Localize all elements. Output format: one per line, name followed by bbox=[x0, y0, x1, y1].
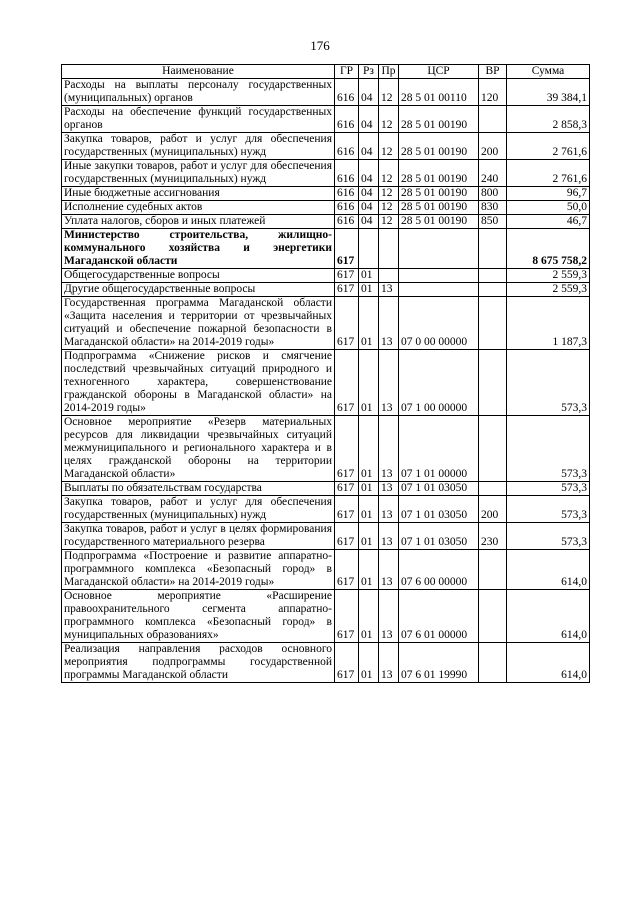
row-rz-cell bbox=[359, 229, 379, 269]
row-gr-cell: 617 bbox=[335, 590, 359, 643]
row-csr-cell: 07 1 01 03050 bbox=[399, 496, 479, 523]
row-rz-cell: 01 bbox=[359, 482, 379, 496]
row-vr-cell: 800 bbox=[479, 187, 507, 201]
header-vr: ВР bbox=[479, 65, 507, 79]
row-pr-cell: 12 bbox=[379, 187, 399, 201]
budget-table bbox=[61, 64, 590, 683]
row-rz-cell: 04 bbox=[359, 160, 379, 187]
row-sum-cell: 614,0 bbox=[507, 590, 590, 643]
row-sum-cell: 573,3 bbox=[507, 523, 590, 550]
table-row bbox=[62, 523, 590, 550]
row-pr-cell bbox=[379, 269, 399, 283]
row-rz-cell: 01 bbox=[359, 269, 379, 283]
row-sum-cell: 96,7 bbox=[507, 187, 590, 201]
row-pr-cell: 13 bbox=[379, 550, 399, 590]
row-pr-cell: 13 bbox=[379, 416, 399, 482]
row-vr-cell bbox=[479, 269, 507, 283]
row-pr-cell: 12 bbox=[379, 133, 399, 160]
row-sum-cell: 573,3 bbox=[507, 482, 590, 496]
table-header-row bbox=[62, 65, 590, 79]
row-pr-cell bbox=[379, 229, 399, 269]
row-rz-cell: 01 bbox=[359, 297, 379, 350]
row-gr-cell: 617 bbox=[335, 643, 359, 683]
row-vr-cell bbox=[479, 416, 507, 482]
row-vr-cell bbox=[479, 550, 507, 590]
row-sum-cell: 2 559,3 bbox=[507, 269, 590, 283]
row-gr-cell: 617 bbox=[335, 416, 359, 482]
row-csr-cell bbox=[399, 283, 479, 297]
row-vr-cell bbox=[479, 297, 507, 350]
row-sum-cell: 573,3 bbox=[507, 496, 590, 523]
table-row bbox=[62, 201, 590, 215]
row-csr-cell: 28 5 01 00110 bbox=[399, 79, 479, 106]
row-sum-cell: 2 858,3 bbox=[507, 106, 590, 133]
row-gr-cell: 617 bbox=[335, 496, 359, 523]
row-rz-cell: 04 bbox=[359, 215, 379, 229]
row-name-cell: Иные закупки товаров, работ и услуг для обеспечения государственных (муниципальных) нужд bbox=[62, 160, 335, 187]
row-pr-cell: 13 bbox=[379, 297, 399, 350]
table-row bbox=[62, 350, 590, 416]
row-vr-cell: 830 bbox=[479, 201, 507, 215]
row-gr-cell: 616 bbox=[335, 215, 359, 229]
table-row bbox=[62, 133, 590, 160]
header-sum: Сумма bbox=[507, 65, 590, 79]
row-pr-cell: 13 bbox=[379, 643, 399, 683]
row-rz-cell: 04 bbox=[359, 79, 379, 106]
table-row bbox=[62, 590, 590, 643]
row-vr-cell bbox=[479, 643, 507, 683]
header-gr: ГР bbox=[335, 65, 359, 79]
row-vr-cell bbox=[479, 229, 507, 269]
row-name-cell: Закупка товаров, работ и услуг в целях формирования государственного материального резерва bbox=[62, 523, 335, 550]
row-rz-cell: 01 bbox=[359, 523, 379, 550]
header-csr: ЦСР bbox=[399, 65, 479, 79]
row-sum-cell: 614,0 bbox=[507, 643, 590, 683]
row-csr-cell: 28 5 01 00190 bbox=[399, 133, 479, 160]
row-pr-cell: 12 bbox=[379, 215, 399, 229]
row-rz-cell: 01 bbox=[359, 643, 379, 683]
row-gr-cell: 617 bbox=[335, 297, 359, 350]
row-name-cell: Подпрограмма «Снижение рисков и смягчение последствий чрезвычайных ситуаций природного и техногенного характера, совершенствование гражданской обороны в Магаданской области» на 2014-2019 годы» bbox=[62, 350, 335, 416]
row-gr-cell: 616 bbox=[335, 79, 359, 106]
row-vr-cell bbox=[479, 482, 507, 496]
row-vr-cell bbox=[479, 283, 507, 297]
row-pr-cell: 13 bbox=[379, 482, 399, 496]
row-pr-cell: 13 bbox=[379, 523, 399, 550]
row-csr-cell: 07 6 00 00000 bbox=[399, 550, 479, 590]
row-sum-cell: 8 675 758,2 bbox=[507, 229, 590, 269]
header-rz: Рз bbox=[359, 65, 379, 79]
table-row bbox=[62, 297, 590, 350]
row-sum-cell: 46,7 bbox=[507, 215, 590, 229]
row-vr-cell bbox=[479, 350, 507, 416]
row-gr-cell: 617 bbox=[335, 550, 359, 590]
row-vr-cell: 200 bbox=[479, 133, 507, 160]
row-gr-cell: 616 bbox=[335, 187, 359, 201]
table-row bbox=[62, 160, 590, 187]
row-vr-cell: 850 bbox=[479, 215, 507, 229]
row-csr-cell: 07 1 01 03050 bbox=[399, 523, 479, 550]
row-vr-cell: 230 bbox=[479, 523, 507, 550]
table-row bbox=[62, 283, 590, 297]
row-sum-cell: 614,0 bbox=[507, 550, 590, 590]
table-row bbox=[62, 550, 590, 590]
row-rz-cell: 01 bbox=[359, 283, 379, 297]
row-gr-cell: 617 bbox=[335, 283, 359, 297]
row-name-cell: Закупка товаров, работ и услуг для обеспечения государственных (муниципальных) нужд bbox=[62, 133, 335, 160]
row-csr-cell: 07 0 00 00000 bbox=[399, 297, 479, 350]
row-rz-cell: 01 bbox=[359, 350, 379, 416]
row-sum-cell: 2 559,3 bbox=[507, 283, 590, 297]
row-pr-cell: 13 bbox=[379, 496, 399, 523]
table-row bbox=[62, 416, 590, 482]
table-row bbox=[62, 482, 590, 496]
row-pr-cell: 12 bbox=[379, 160, 399, 187]
row-name-cell: Подпрограмма «Построение и развитие аппаратно-программного комплекса «Безопасный город» в Магаданской области» на 2014-2019 годы» bbox=[62, 550, 335, 590]
row-gr-cell: 617 bbox=[335, 269, 359, 283]
page-number: 176 bbox=[310, 38, 330, 53]
row-gr-cell: 617 bbox=[335, 229, 359, 269]
row-rz-cell: 04 bbox=[359, 106, 379, 133]
row-rz-cell: 04 bbox=[359, 187, 379, 201]
row-csr-cell: 07 1 00 00000 bbox=[399, 350, 479, 416]
row-name-cell: Основное мероприятие «Резерв материальных ресурсов для ликвидации чрезвычайных ситуаций межмуниципального и регионального характера и в целях гражданской обороны на территории Магаданской области» bbox=[62, 416, 335, 482]
row-csr-cell: 07 6 01 00000 bbox=[399, 590, 479, 643]
row-sum-cell: 573,3 bbox=[507, 416, 590, 482]
row-name-cell: Исполнение судебных актов bbox=[62, 201, 335, 215]
row-pr-cell: 13 bbox=[379, 590, 399, 643]
row-gr-cell: 616 bbox=[335, 201, 359, 215]
row-vr-cell: 240 bbox=[479, 160, 507, 187]
row-name-cell: Расходы на выплаты персоналу государственных (муниципальных) органов bbox=[62, 79, 335, 106]
row-gr-cell: 616 bbox=[335, 106, 359, 133]
row-vr-cell: 200 bbox=[479, 496, 507, 523]
table-row bbox=[62, 79, 590, 106]
row-csr-cell bbox=[399, 269, 479, 283]
row-sum-cell: 1 187,3 bbox=[507, 297, 590, 350]
row-csr-cell: 28 5 01 00190 bbox=[399, 215, 479, 229]
row-csr-cell: 07 1 01 00000 bbox=[399, 416, 479, 482]
row-name-cell: Другие общегосударственные вопросы bbox=[62, 283, 335, 297]
row-name-cell: Закупка товаров, работ и услуг для обеспечения государственных (муниципальных) нужд bbox=[62, 496, 335, 523]
row-rz-cell: 01 bbox=[359, 416, 379, 482]
row-pr-cell: 12 bbox=[379, 201, 399, 215]
row-gr-cell: 617 bbox=[335, 350, 359, 416]
row-csr-cell: 07 6 01 19990 bbox=[399, 643, 479, 683]
table-body bbox=[62, 79, 590, 683]
row-gr-cell: 617 bbox=[335, 482, 359, 496]
row-pr-cell: 13 bbox=[379, 350, 399, 416]
row-vr-cell bbox=[479, 106, 507, 133]
row-name-cell: Иные бюджетные ассигнования bbox=[62, 187, 335, 201]
row-csr-cell: 28 5 01 00190 bbox=[399, 187, 479, 201]
row-rz-cell: 01 bbox=[359, 496, 379, 523]
row-name-cell: Основное мероприятие «Расширение правоохранительного сегмента аппаратно-программного комплекса «Безопасный город» в муниципальных образованиях» bbox=[62, 590, 335, 643]
row-name-cell: Общегосударственные вопросы bbox=[62, 269, 335, 283]
table-row bbox=[62, 643, 590, 683]
row-vr-cell: 120 bbox=[479, 79, 507, 106]
table-row bbox=[62, 106, 590, 133]
row-name-cell: Государственная программа Магаданской области «Защита населения и территории от чрезвычайных ситуаций и обеспечение пожарной безопасности в Магаданской области» на 2014-2019 годы» bbox=[62, 297, 335, 350]
row-csr-cell: 28 5 01 00190 bbox=[399, 160, 479, 187]
row-sum-cell: 39 384,1 bbox=[507, 79, 590, 106]
row-pr-cell: 12 bbox=[379, 79, 399, 106]
row-name-cell: Уплата налогов, сборов и иных платежей bbox=[62, 215, 335, 229]
header-name: Наименование bbox=[62, 65, 335, 79]
row-pr-cell: 13 bbox=[379, 283, 399, 297]
row-name-cell: Выплаты по обязательствам государства bbox=[62, 482, 335, 496]
row-rz-cell: 01 bbox=[359, 550, 379, 590]
row-csr-cell: 28 5 01 00190 bbox=[399, 201, 479, 215]
row-name-cell: Реализация направления расходов основного мероприятия подпрограммы государственной программы Магаданской области bbox=[62, 643, 335, 683]
row-gr-cell: 617 bbox=[335, 523, 359, 550]
row-csr-cell: 28 5 01 00190 bbox=[399, 106, 479, 133]
row-rz-cell: 04 bbox=[359, 201, 379, 215]
row-sum-cell: 573,3 bbox=[507, 350, 590, 416]
table-row bbox=[62, 269, 590, 283]
table-row bbox=[62, 187, 590, 201]
row-sum-cell: 2 761,6 bbox=[507, 133, 590, 160]
row-name-cell: Министерство строительства, жилищно-коммунального хозяйства и энергетики Магаданской области bbox=[62, 229, 335, 269]
row-csr-cell: 07 1 01 03050 bbox=[399, 482, 479, 496]
row-name-cell: Расходы на обеспечение функций государственных органов bbox=[62, 106, 335, 133]
table-row bbox=[62, 496, 590, 523]
table-row bbox=[62, 215, 590, 229]
header-pr: Пр bbox=[379, 65, 399, 79]
row-rz-cell: 01 bbox=[359, 590, 379, 643]
row-csr-cell bbox=[399, 229, 479, 269]
row-rz-cell: 04 bbox=[359, 133, 379, 160]
row-gr-cell: 616 bbox=[335, 133, 359, 160]
table-row bbox=[62, 229, 590, 269]
row-pr-cell: 12 bbox=[379, 106, 399, 133]
row-sum-cell: 2 761,6 bbox=[507, 160, 590, 187]
row-gr-cell: 616 bbox=[335, 160, 359, 187]
row-vr-cell bbox=[479, 590, 507, 643]
row-sum-cell: 50,0 bbox=[507, 201, 590, 215]
